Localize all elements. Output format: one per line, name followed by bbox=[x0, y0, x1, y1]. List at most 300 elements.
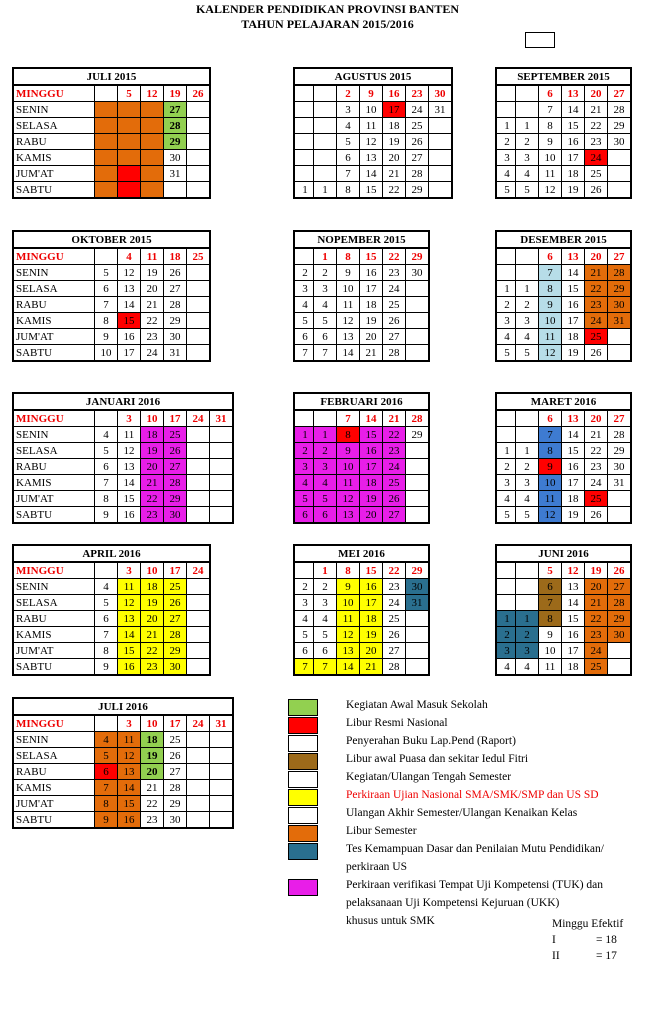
date-cell: 2 bbox=[314, 579, 337, 595]
day-label: JUM'AT bbox=[13, 166, 95, 182]
effective-weeks bbox=[552, 918, 623, 966]
day-label: 5 bbox=[294, 491, 314, 507]
date-cell: 21 bbox=[141, 297, 164, 313]
date-cell: 11 bbox=[539, 659, 562, 676]
date-cell: 10 bbox=[539, 150, 562, 166]
date-cell: 4 bbox=[95, 732, 118, 748]
legend-label: pelaksanaan Uji Kompetensi Kejuruan (UKK) bbox=[346, 897, 560, 909]
sunday-date: 29 bbox=[406, 562, 430, 579]
date-cell: 14 bbox=[562, 102, 585, 118]
date-cell: 31 bbox=[608, 313, 632, 329]
sunday-date: 3 bbox=[118, 562, 141, 579]
date-cell bbox=[187, 507, 210, 524]
date-cell bbox=[187, 748, 210, 764]
date-cell: 17 bbox=[562, 643, 585, 659]
day-label: RABU bbox=[13, 459, 95, 475]
sunday-date: 25 bbox=[187, 248, 211, 265]
effective-row-2 bbox=[552, 950, 623, 966]
date-cell: 9 bbox=[337, 265, 360, 281]
calendar-month bbox=[12, 392, 234, 524]
date-cell: 30 bbox=[164, 150, 187, 166]
month-title: JUNI 2016 bbox=[496, 545, 631, 562]
date-cell: 19 bbox=[360, 627, 383, 643]
sunday-date: 29 bbox=[406, 248, 430, 265]
date-cell: 11 bbox=[360, 118, 383, 134]
date-cell: 6 bbox=[314, 329, 337, 345]
day-label: 3 bbox=[294, 595, 314, 611]
date-cell: 19 bbox=[141, 748, 164, 764]
date-cell: 18 bbox=[562, 329, 585, 345]
date-cell: 15 bbox=[118, 643, 141, 659]
legend-label: khusus untuk SMK bbox=[346, 915, 435, 927]
date-cell bbox=[141, 102, 164, 118]
date-cell: 24 bbox=[585, 313, 608, 329]
date-cell: 29 bbox=[608, 281, 632, 297]
sunday-date: 20 bbox=[585, 248, 608, 265]
date-cell bbox=[516, 579, 539, 595]
day-label: 1 bbox=[496, 611, 516, 627]
date-cell: 16 bbox=[562, 134, 585, 150]
date-cell: 20 bbox=[360, 643, 383, 659]
sunday-date: 15 bbox=[360, 562, 383, 579]
date-cell: 25 bbox=[585, 659, 608, 676]
date-cell: 22 bbox=[141, 491, 164, 507]
date-cell: 29 bbox=[164, 313, 187, 329]
day-label-sunday: MINGGU bbox=[13, 715, 95, 732]
date-cell bbox=[314, 118, 337, 134]
day-label: 4 bbox=[294, 475, 314, 491]
date-cell: 29 bbox=[406, 182, 429, 199]
date-cell: 22 bbox=[585, 611, 608, 627]
sunday-date: 1 bbox=[314, 248, 337, 265]
date-cell bbox=[187, 118, 211, 134]
legend-swatch bbox=[288, 789, 318, 806]
day-label: 6 bbox=[294, 643, 314, 659]
date-cell: 17 bbox=[118, 345, 141, 362]
date-cell bbox=[187, 459, 210, 475]
date-cell bbox=[406, 643, 430, 659]
date-cell bbox=[187, 643, 211, 659]
date-cell: 15 bbox=[562, 281, 585, 297]
sunday-date: 4 bbox=[118, 248, 141, 265]
date-cell: 26 bbox=[383, 313, 406, 329]
legend-label: Ulangan Akhir Semester/Ulangan Kenaikan Kelas bbox=[346, 807, 578, 819]
date-cell: 19 bbox=[360, 491, 383, 507]
date-cell: 13 bbox=[118, 459, 141, 475]
date-cell: 2 bbox=[314, 265, 337, 281]
date-cell: 30 bbox=[164, 659, 187, 676]
date-cell: 29 bbox=[164, 643, 187, 659]
date-cell: 30 bbox=[608, 459, 632, 475]
date-cell: 27 bbox=[406, 150, 429, 166]
date-cell: 4 bbox=[337, 118, 360, 134]
date-cell: 12 bbox=[118, 265, 141, 281]
date-cell: 20 bbox=[585, 579, 608, 595]
date-cell: 24 bbox=[383, 595, 406, 611]
day-label: SABTU bbox=[13, 182, 95, 199]
sunday-date: 1 bbox=[314, 562, 337, 579]
month-title: AGUSTUS 2015 bbox=[294, 68, 452, 85]
date-cell: 25 bbox=[383, 297, 406, 313]
sunday-date: 26 bbox=[608, 562, 632, 579]
date-cell: 16 bbox=[562, 627, 585, 643]
day-label: RABU bbox=[13, 297, 95, 313]
date-cell bbox=[406, 345, 430, 362]
date-cell: 28 bbox=[383, 345, 406, 362]
date-cell: 28 bbox=[164, 297, 187, 313]
legend-label: Tes Kemampuan Dasar dan Penilaian Mutu Pendidikan/ bbox=[346, 843, 604, 855]
effective-label-1: I bbox=[552, 934, 556, 946]
day-label: 5 bbox=[294, 627, 314, 643]
date-cell: 13 bbox=[360, 150, 383, 166]
date-cell: 16 bbox=[360, 265, 383, 281]
day-label: 2 bbox=[496, 134, 516, 150]
date-cell bbox=[516, 427, 539, 443]
date-cell: 7 bbox=[95, 297, 118, 313]
date-cell: 17 bbox=[562, 475, 585, 491]
legend-swatch bbox=[288, 879, 318, 896]
date-cell: 17 bbox=[360, 595, 383, 611]
day-label: SABTU bbox=[13, 507, 95, 524]
day-label-sunday bbox=[496, 562, 516, 579]
date-cell: 21 bbox=[585, 427, 608, 443]
date-cell: 13 bbox=[337, 507, 360, 524]
date-cell: 23 bbox=[141, 659, 164, 676]
legend-label: Penyerahan Buku Lap.Pend (Raport) bbox=[346, 735, 516, 747]
date-cell bbox=[608, 329, 632, 345]
day-label: 3 bbox=[294, 281, 314, 297]
date-cell: 16 bbox=[360, 443, 383, 459]
sunday-date: 27 bbox=[608, 410, 632, 427]
date-cell: 4 bbox=[516, 659, 539, 676]
date-cell: 8 bbox=[539, 611, 562, 627]
date-cell bbox=[314, 150, 337, 166]
sunday-date: 17 bbox=[164, 715, 187, 732]
date-cell bbox=[141, 166, 164, 182]
date-cell: 5 bbox=[95, 748, 118, 764]
sunday-date: 24 bbox=[187, 715, 210, 732]
day-label: 2 bbox=[496, 627, 516, 643]
date-cell: 4 bbox=[95, 427, 118, 443]
date-cell bbox=[141, 150, 164, 166]
date-cell bbox=[187, 443, 210, 459]
date-cell bbox=[118, 102, 141, 118]
date-cell: 22 bbox=[383, 182, 406, 199]
date-cell: 23 bbox=[585, 297, 608, 313]
day-label: 3 bbox=[496, 643, 516, 659]
date-cell: 30 bbox=[164, 329, 187, 345]
date-cell: 21 bbox=[585, 595, 608, 611]
date-cell: 21 bbox=[360, 659, 383, 676]
day-label bbox=[496, 102, 516, 118]
date-cell bbox=[406, 475, 430, 491]
date-cell bbox=[516, 595, 539, 611]
date-cell: 13 bbox=[118, 611, 141, 627]
date-cell bbox=[187, 764, 210, 780]
day-label: SABTU bbox=[13, 345, 95, 362]
date-cell: 15 bbox=[562, 443, 585, 459]
day-label: 7 bbox=[294, 659, 314, 676]
date-cell: 23 bbox=[141, 812, 164, 829]
sunday-date: 30 bbox=[429, 85, 453, 102]
calendar-month bbox=[293, 230, 430, 362]
date-cell: 14 bbox=[562, 265, 585, 281]
date-cell: 31 bbox=[429, 102, 453, 118]
title-year: TAHUN PELAJARAN 2015/2016 bbox=[241, 17, 414, 31]
date-cell bbox=[314, 134, 337, 150]
day-label: SELASA bbox=[13, 443, 95, 459]
date-cell: 6 bbox=[314, 507, 337, 524]
legend-swatch bbox=[288, 807, 318, 824]
date-cell: 9 bbox=[337, 579, 360, 595]
calendar-month bbox=[12, 67, 211, 199]
date-cell bbox=[406, 627, 430, 643]
date-cell: 5 bbox=[95, 265, 118, 281]
date-cell: 26 bbox=[406, 134, 429, 150]
sunday-date: 10 bbox=[141, 562, 164, 579]
date-cell: 8 bbox=[539, 118, 562, 134]
month-title: FEBRUARI 2016 bbox=[294, 393, 429, 410]
day-label: KAMIS bbox=[13, 475, 95, 491]
date-cell bbox=[95, 102, 118, 118]
date-cell bbox=[187, 329, 211, 345]
date-cell: 3 bbox=[516, 643, 539, 659]
date-cell bbox=[95, 150, 118, 166]
date-cell: 27 bbox=[383, 643, 406, 659]
date-cell: 28 bbox=[164, 627, 187, 643]
date-cell: 29 bbox=[164, 134, 187, 150]
date-cell: 18 bbox=[562, 491, 585, 507]
date-cell: 30 bbox=[608, 627, 632, 643]
day-label bbox=[294, 166, 314, 182]
date-cell bbox=[608, 182, 632, 199]
date-cell: 17 bbox=[360, 459, 383, 475]
date-cell: 3 bbox=[516, 313, 539, 329]
date-cell: 10 bbox=[337, 595, 360, 611]
date-cell: 8 bbox=[539, 281, 562, 297]
date-cell bbox=[187, 297, 211, 313]
date-cell: 16 bbox=[118, 507, 141, 524]
calendar-month bbox=[293, 544, 430, 676]
date-cell: 21 bbox=[141, 780, 164, 796]
date-cell: 25 bbox=[406, 118, 429, 134]
date-cell: 10 bbox=[95, 345, 118, 362]
date-cell: 24 bbox=[406, 102, 429, 118]
date-cell: 15 bbox=[118, 313, 141, 329]
date-cell: 10 bbox=[360, 102, 383, 118]
date-cell: 8 bbox=[337, 427, 360, 443]
date-cell: 11 bbox=[118, 732, 141, 748]
sunday-date: 6 bbox=[539, 85, 562, 102]
day-label bbox=[496, 595, 516, 611]
date-cell bbox=[608, 659, 632, 676]
date-cell: 25 bbox=[383, 611, 406, 627]
sunday-date: 3 bbox=[118, 410, 141, 427]
date-cell: 9 bbox=[95, 659, 118, 676]
date-cell bbox=[516, 102, 539, 118]
date-cell bbox=[187, 732, 210, 748]
calendar-month bbox=[495, 230, 632, 362]
date-cell bbox=[141, 118, 164, 134]
date-cell bbox=[210, 812, 234, 829]
day-label: 6 bbox=[294, 329, 314, 345]
date-cell: 2 bbox=[516, 297, 539, 313]
day-label: RABU bbox=[13, 764, 95, 780]
date-cell: 8 bbox=[95, 313, 118, 329]
date-cell: 20 bbox=[360, 507, 383, 524]
sunday-date: 9 bbox=[360, 85, 383, 102]
date-cell bbox=[406, 459, 430, 475]
date-cell: 5 bbox=[95, 595, 118, 611]
day-label: SENIN bbox=[13, 102, 95, 118]
date-cell: 26 bbox=[585, 345, 608, 362]
day-label: JUM'AT bbox=[13, 796, 95, 812]
date-cell: 23 bbox=[585, 134, 608, 150]
date-cell: 23 bbox=[141, 329, 164, 345]
date-cell: 9 bbox=[539, 627, 562, 643]
date-cell bbox=[429, 166, 453, 182]
date-cell bbox=[608, 345, 632, 362]
date-cell bbox=[118, 182, 141, 199]
day-label: SENIN bbox=[13, 579, 95, 595]
sunday-date: 13 bbox=[562, 410, 585, 427]
date-cell: 6 bbox=[95, 611, 118, 627]
sunday-date: 13 bbox=[562, 85, 585, 102]
date-cell: 18 bbox=[562, 166, 585, 182]
calendar-month bbox=[12, 230, 211, 362]
date-cell: 8 bbox=[95, 491, 118, 507]
date-cell: 24 bbox=[383, 281, 406, 297]
date-cell: 6 bbox=[314, 643, 337, 659]
date-cell bbox=[406, 443, 430, 459]
legend-swatch bbox=[288, 825, 318, 842]
date-cell: 3 bbox=[337, 102, 360, 118]
date-cell bbox=[406, 297, 430, 313]
date-cell: 12 bbox=[118, 748, 141, 764]
sunday-date: 21 bbox=[383, 410, 406, 427]
date-cell: 7 bbox=[95, 475, 118, 491]
date-cell: 28 bbox=[608, 265, 632, 281]
sunday-date: 10 bbox=[141, 715, 164, 732]
empty-cell bbox=[516, 410, 539, 427]
date-cell bbox=[210, 475, 234, 491]
month-title: JULI 2015 bbox=[13, 68, 210, 85]
day-label: KAMIS bbox=[13, 627, 95, 643]
date-cell bbox=[608, 507, 632, 524]
date-cell: 26 bbox=[383, 627, 406, 643]
date-cell: 16 bbox=[118, 812, 141, 829]
date-cell: 9 bbox=[95, 812, 118, 829]
date-cell: 19 bbox=[141, 595, 164, 611]
date-cell: 27 bbox=[164, 764, 187, 780]
date-cell: 29 bbox=[406, 427, 430, 443]
date-cell: 23 bbox=[585, 627, 608, 643]
date-cell bbox=[118, 134, 141, 150]
legend-label: Libur Semester bbox=[346, 825, 417, 837]
sunday-date: 5 bbox=[118, 85, 141, 102]
sunday-date: 12 bbox=[141, 85, 164, 102]
date-cell: 12 bbox=[337, 627, 360, 643]
date-cell: 11 bbox=[539, 166, 562, 182]
date-cell bbox=[187, 579, 211, 595]
day-label: SELASA bbox=[13, 118, 95, 134]
date-cell bbox=[187, 102, 211, 118]
legend-swatch bbox=[288, 843, 318, 860]
date-cell bbox=[210, 427, 234, 443]
date-cell: 18 bbox=[562, 659, 585, 676]
day-label-sunday bbox=[496, 410, 516, 427]
date-cell: 27 bbox=[164, 281, 187, 297]
legend-label: Perkiraan Ujian Nasional SMA/SMK/SMP dan US SD bbox=[346, 789, 599, 801]
date-cell: 22 bbox=[585, 281, 608, 297]
date-cell: 4 bbox=[314, 611, 337, 627]
date-cell: 22 bbox=[141, 796, 164, 812]
date-cell: 29 bbox=[164, 491, 187, 507]
sunday-date: 23 bbox=[406, 85, 429, 102]
date-cell: 15 bbox=[360, 182, 383, 199]
date-cell: 5 bbox=[337, 134, 360, 150]
day-label: 2 bbox=[294, 265, 314, 281]
sunday-date: 19 bbox=[164, 85, 187, 102]
date-cell: 9 bbox=[539, 459, 562, 475]
date-cell bbox=[187, 796, 210, 812]
sunday-date: 10 bbox=[141, 410, 164, 427]
date-cell: 5 bbox=[314, 491, 337, 507]
month-title: JANUARI 2016 bbox=[13, 393, 233, 410]
date-cell bbox=[210, 491, 234, 507]
date-cell: 25 bbox=[585, 166, 608, 182]
date-cell: 21 bbox=[141, 475, 164, 491]
date-cell: 18 bbox=[141, 579, 164, 595]
date-cell: 16 bbox=[360, 579, 383, 595]
effective-value-2: = 17 bbox=[596, 950, 617, 962]
date-cell: 10 bbox=[539, 313, 562, 329]
legend-label: Libur Resmi Nasional bbox=[346, 717, 448, 729]
date-cell: 31 bbox=[164, 166, 187, 182]
date-cell: 14 bbox=[562, 427, 585, 443]
date-cell: 29 bbox=[608, 611, 632, 627]
date-cell: 21 bbox=[585, 265, 608, 281]
date-cell: 14 bbox=[118, 297, 141, 313]
date-cell bbox=[141, 182, 164, 199]
empty-cell bbox=[95, 715, 118, 732]
sunday-date: 31 bbox=[210, 410, 234, 427]
sunday-date: 17 bbox=[164, 562, 187, 579]
date-cell: 5 bbox=[516, 182, 539, 199]
date-cell: 22 bbox=[141, 643, 164, 659]
date-cell: 25 bbox=[164, 427, 187, 443]
day-label: JUM'AT bbox=[13, 491, 95, 507]
legend-label: Libur awal Puasa dan sekitar Iedul Fitri bbox=[346, 753, 529, 765]
date-cell: 3 bbox=[516, 150, 539, 166]
date-cell: 22 bbox=[383, 427, 406, 443]
date-cell: 15 bbox=[118, 491, 141, 507]
date-cell: 24 bbox=[585, 475, 608, 491]
date-cell: 11 bbox=[337, 611, 360, 627]
date-cell bbox=[187, 182, 211, 199]
date-cell bbox=[210, 507, 234, 524]
date-cell bbox=[118, 150, 141, 166]
date-cell bbox=[314, 102, 337, 118]
day-label: 2 bbox=[294, 579, 314, 595]
effective-value-1: = 18 bbox=[596, 934, 617, 946]
sunday-date: 27 bbox=[608, 248, 632, 265]
day-label-sunday bbox=[294, 562, 314, 579]
date-cell: 25 bbox=[164, 579, 187, 595]
date-cell: 1 bbox=[516, 281, 539, 297]
day-label: 5 bbox=[496, 182, 516, 199]
date-cell: 18 bbox=[141, 427, 164, 443]
